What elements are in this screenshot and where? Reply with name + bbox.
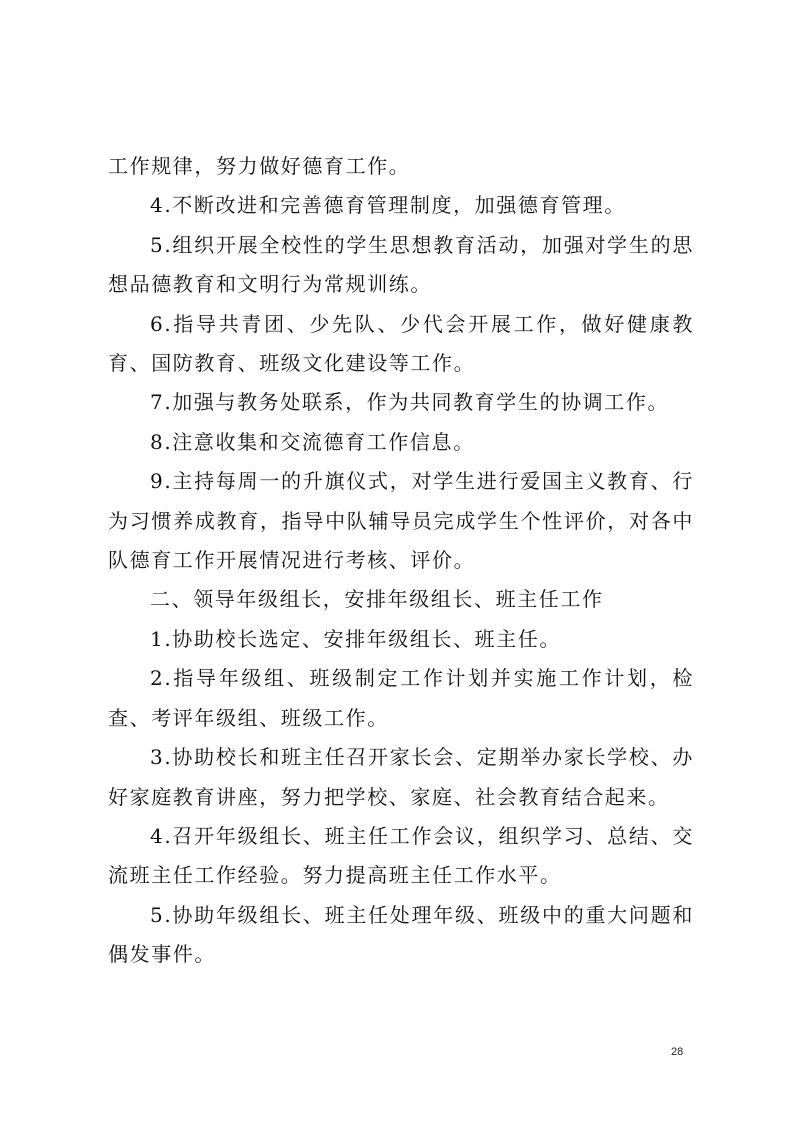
paragraph-section2-item-5: 5.协助年级组长、班主任处理年级、班级中的重大问题和偶发事件。 (108, 902, 694, 967)
paragraph-section2-item-1: 1.协助校长选定、安排年级组长、班主任。 (150, 626, 562, 651)
paragraph-item-4: 4.不断改进和完善德育管理制度，加强德育管理。 (150, 193, 626, 218)
page-number: 28 (671, 1046, 684, 1058)
document-body (108, 147, 694, 975)
paragraph-section2-item-4: 4.召开年级组长、班主任工作会议，组织学习、总结、交流班主任工作经验。努力提高班主任工作水平。 (108, 823, 694, 888)
section-heading-2: 二、领导年级组长，安排年级组长、班主任工作 (150, 587, 604, 612)
paragraph-item-5: 5.组织开展全校性的学生思想教育活动，加强对学生的思想品德教育和文明行为常规训练。 (108, 232, 694, 297)
paragraph-item-8: 8.注意收集和交流德育工作信息。 (150, 429, 475, 454)
paragraph-item-7: 7.加强与教务处联系，作为共同教育学生的协调工作。 (150, 390, 670, 415)
paragraph-item-9: 9.主持每周一的升旗仪式，对学生进行爱国主义教育、行为习惯养成教育，指导中队辅导员完成学生个性评价，对各中队德育工作开展情况进行考核、评价。 (108, 469, 694, 573)
paragraph-continuation: 工作规律，努力做好德育工作。 (108, 154, 411, 178)
paragraph-section2-item-3: 3.协助校长和班主任召开家长会、定期举办家长学校、办好家庭教育讲座，努力把学校、家庭、社会教育结合起来。 (108, 745, 694, 809)
paragraph-section2-item-2: 2.指导年级组、班级制定工作计划并实施工作计划，检查、考评年级组、班级工作。 (108, 666, 694, 730)
paragraph-item-6: 6.指导共青团、少先队、少代会开展工作，做好健康教育、国防教育、班级文化建设等工作。 (108, 311, 694, 376)
